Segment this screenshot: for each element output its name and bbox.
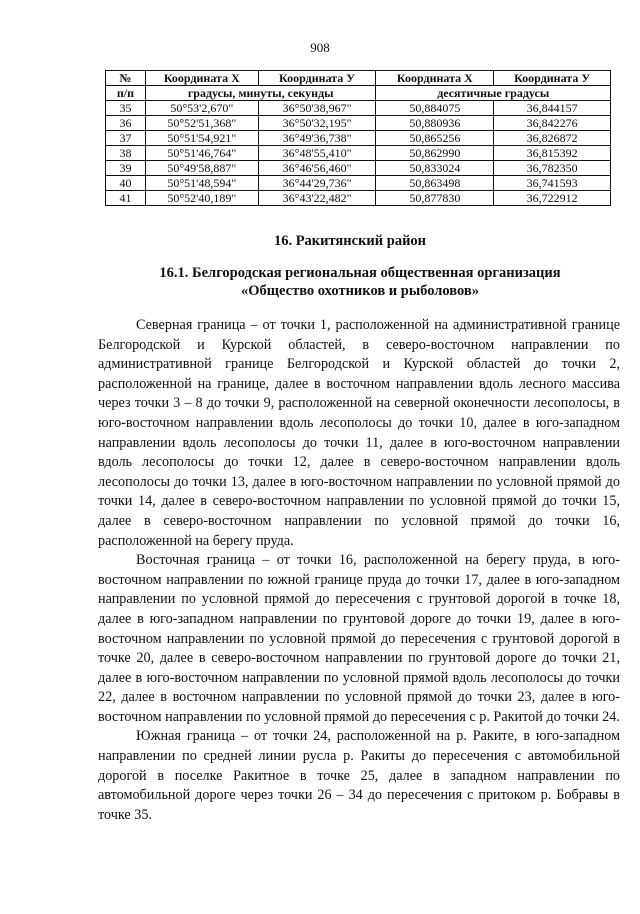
cell-coord-x: 50°52'40,189" bbox=[145, 191, 258, 206]
subsection-heading-line-2: «Общество охотников и рыболовов» bbox=[241, 283, 479, 299]
cell-coord-x-decimal: 50,862990 bbox=[376, 146, 494, 161]
table-row bbox=[106, 116, 611, 131]
subsection-heading-line-1: 16.1. Белгородская региональная общественная организация bbox=[159, 265, 561, 281]
cell-coord-y-decimal: 36,782350 bbox=[494, 161, 611, 176]
table-row bbox=[106, 176, 611, 191]
cell-num: 41 bbox=[106, 191, 146, 206]
cell-coord-y: 36°50'32,195" bbox=[258, 116, 376, 131]
table-row bbox=[106, 131, 611, 146]
cell-num: 39 bbox=[106, 161, 146, 176]
cell-coord-x: 50°49'58,887" bbox=[145, 161, 258, 176]
cell-coord-x-decimal: 50,833024 bbox=[376, 161, 494, 176]
table-row bbox=[106, 146, 611, 161]
cell-coord-x: 50°51'48,594" bbox=[145, 176, 258, 191]
cell-coord-y-decimal: 36,815392 bbox=[494, 146, 611, 161]
cell-coord-y-decimal: 36,741593 bbox=[494, 176, 611, 191]
cell-num: 40 bbox=[106, 176, 146, 191]
cell-coord-x-decimal: 50,880936 bbox=[376, 116, 494, 131]
cell-coord-x-decimal: 50,884075 bbox=[376, 101, 494, 116]
cell-coord-y: 36°44'29,736" bbox=[258, 176, 376, 191]
header-coord-x: Координата Х bbox=[145, 71, 258, 86]
cell-coord-x: 50°53'2,670" bbox=[145, 101, 258, 116]
table-header-row bbox=[106, 71, 611, 86]
table-row bbox=[106, 161, 611, 176]
cell-num: 38 bbox=[106, 146, 146, 161]
cell-coord-y: 36°46'56,460" bbox=[258, 161, 376, 176]
cell-coord-x: 50°51'54,921" bbox=[145, 131, 258, 146]
cell-num: 35 bbox=[106, 101, 146, 116]
table-units-row bbox=[106, 86, 611, 101]
section-heading: 16. Ракитянский район bbox=[273, 233, 427, 249]
table-body bbox=[106, 101, 611, 206]
header-coord-y: Координата У bbox=[258, 71, 376, 86]
subsection-heading bbox=[110, 264, 610, 300]
cell-coord-y: 36°48'55,410" bbox=[258, 146, 376, 161]
header-units-decimal: десятичные градусы bbox=[376, 86, 611, 101]
paragraph-east-border: Восточная граница – от точки 16, расположенной на берегу пруда, в юго-восточном направлении по южной границе пруда до точки 17, далее в юго-западном направлении по условной прямой до пересечения с грунтовой дорогой в точке 18, далее в юго-западном направлении по грунтовой дороге до точки 19, далее в юго-восточном направлении по условной прямой до пересечения с грунтовой дорогой в точке 20, далее в северо-восточном направлении по грунтовой дороге до точки 21, далее в юго-восточном направлении по условной прямой вдоль лесополосы до точки 22, далее в восточном направлении по условной прямой до точки 23, далее в юго-восточном направлении по условной прямой до пересечения с р. Ракитой до точки 24. bbox=[98, 552, 620, 725]
cell-coord-y: 36°50'38,967" bbox=[258, 101, 376, 116]
header-coord-y-decimal: Координата У bbox=[494, 71, 611, 86]
paragraph-south-border: Южная граница – от точки 24, расположенной на р. Раките, в юго-западном направлении по средней линии русла р. Ракиты до пересечения с автомобильной дорогой в поселке Ракитное в точке 25, далее в западном направлении по автомобильной дороге через точки 26 – 34 до пересечения с притоком р. Бобравы в точке 35. bbox=[98, 728, 620, 823]
cell-coord-x-decimal: 50,877830 bbox=[376, 191, 494, 206]
page-number: 908 bbox=[310, 40, 330, 55]
cell-coord-y-decimal: 36,722912 bbox=[494, 191, 611, 206]
header-num-subtitle: п/п bbox=[106, 86, 146, 101]
coordinates-table bbox=[105, 70, 611, 206]
cell-coord-x: 50°51'46,764" bbox=[145, 146, 258, 161]
cell-coord-y: 36°49'36,738" bbox=[258, 131, 376, 146]
header-num: № bbox=[106, 71, 146, 86]
cell-num: 37 bbox=[106, 131, 146, 146]
cell-coord-x-decimal: 50,863498 bbox=[376, 176, 494, 191]
cell-coord-y-decimal: 36,842276 bbox=[494, 116, 611, 131]
header-coord-x-decimal: Координата Х bbox=[376, 71, 494, 86]
cell-coord-y-decimal: 36,844157 bbox=[494, 101, 611, 116]
cell-coord-x-decimal: 50,865256 bbox=[376, 131, 494, 146]
cell-coord-x: 50°52'51,368" bbox=[145, 116, 258, 131]
table-row bbox=[106, 101, 611, 116]
cell-coord-y-decimal: 36,826872 bbox=[494, 131, 611, 146]
table-row bbox=[106, 191, 611, 206]
paragraph-north-border: Северная граница – от точки 1, расположенной на административной границе Белгородской и Курской областей, в северо-восточном направлении по административной границе Белгородской и Курской областей до точки 2, расположенной на границе, далее в восточном направлении вдоль лесного массива через точки 3 – 8 до точки 9, расположенной на северной оконечности лесополосы, в юго-восточном направлении вдоль лесополосы до точки 10, далее в юго-западном направлении вдоль лесополосы до точки 11, далее в юго-восточном направлении вдоль лесополосы до точки 12, далее в северо-восточном направлении вдоль лесополосы до точки 13, далее в юго-восточном направлении по условной прямой до точки 14, далее в северо-восточном направлении по условной прямой до точки 15, далее в северо-восточном направлении по условной прямой до точки 16, расположенной на берегу пруда. bbox=[98, 317, 620, 549]
header-units-dms: градусы, минуты, секунды bbox=[145, 86, 376, 101]
cell-coord-y: 36°43'22,482" bbox=[258, 191, 376, 206]
cell-num: 36 bbox=[106, 116, 146, 131]
body-text bbox=[98, 316, 620, 825]
